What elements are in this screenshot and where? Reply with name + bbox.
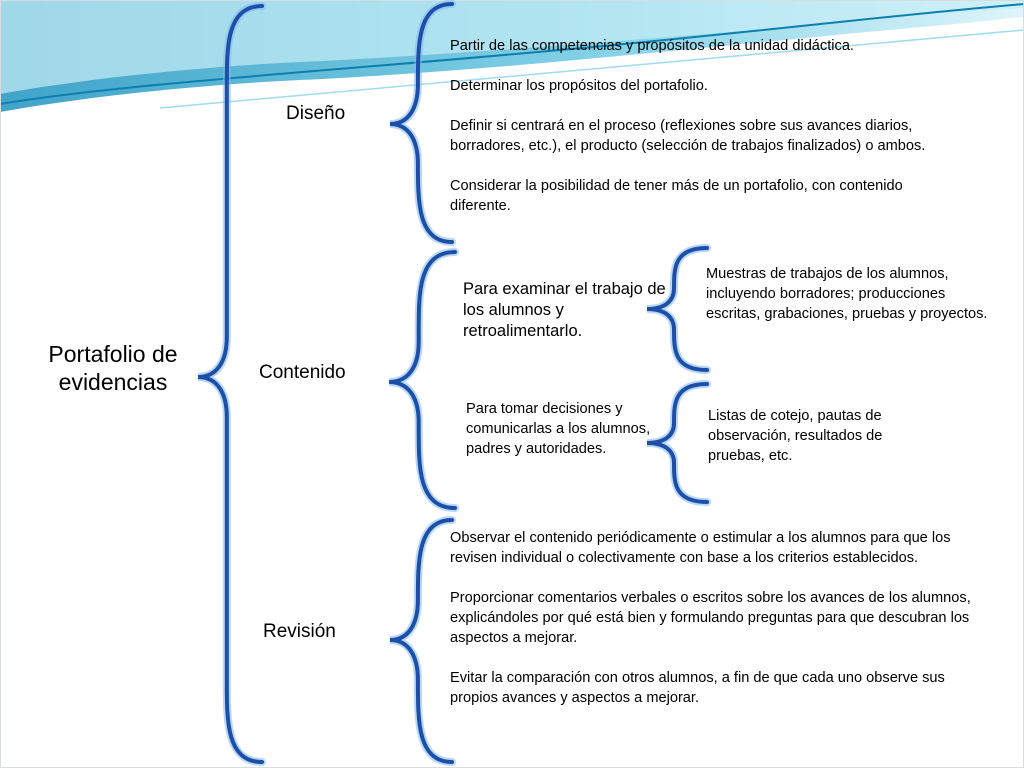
contenido-detail-2: Listas de cotejo, pautas de observación, resultados de pruebas, etc.: [708, 408, 883, 464]
brace-revision: [390, 520, 452, 762]
revision-item: Evitar la comparación con otros alumnos, a fin de que cada uno observe sus propios avances y aspectos a mejorar.: [450, 670, 945, 706]
revision-item: Observar el contenido periódicamente o estimular a los alumnos para que los revisen individual o colectivamente con base a los criterios establecidos.: [450, 530, 951, 566]
main-title: [28, 340, 198, 396]
contenido-purpose-2: Para tomar decisiones y comunicarlas a los alumnos, padres y autoridades.: [466, 401, 651, 457]
section-revision: Revisión: [263, 621, 336, 642]
brace-contenido: [389, 252, 455, 508]
revision-item: Proporcionar comentarios verbales o escritos sobre los avances de los alumnos, explicándoles por qué está bien y formulando preguntas para que descubran los aspectos a mejorar.: [450, 590, 971, 646]
brace-detail-2: [647, 384, 707, 502]
diseno-item: Definir si centrará en el proceso (reflexiones sobre sus avances diarios, borradores, etc.), el producto (selección de trabajos finalizados) o ambos.: [450, 118, 926, 154]
main-title-line1: Portafolio de: [48, 341, 178, 367]
revision-list: [450, 528, 985, 708]
brace-diseno: [390, 4, 452, 242]
main-title-line2: evidencias: [58, 369, 168, 395]
diseno-item: Determinar los propósitos del portafolio.: [450, 78, 708, 94]
contenido-detail-1: Muestras de trabajos de los alumnos, incluyendo borradores; producciones escritas, grabaciones, pruebas y proyectos.: [706, 266, 988, 322]
section-diseno: Diseño: [286, 103, 346, 124]
diseno-list: [450, 36, 950, 216]
diseno-item: Considerar la posibilidad de tener más de un portafolio, con contenido diferente.: [450, 178, 903, 214]
contenido-purpose-1: Para examinar el trabajo de los alumnos y retroalimentarlo.: [463, 280, 666, 340]
diseno-item: Partir de las competencias y propósitos de la unidad didáctica.: [450, 38, 854, 54]
section-contenido: Contenido: [259, 362, 346, 383]
brace-main-glow: [198, 6, 262, 762]
